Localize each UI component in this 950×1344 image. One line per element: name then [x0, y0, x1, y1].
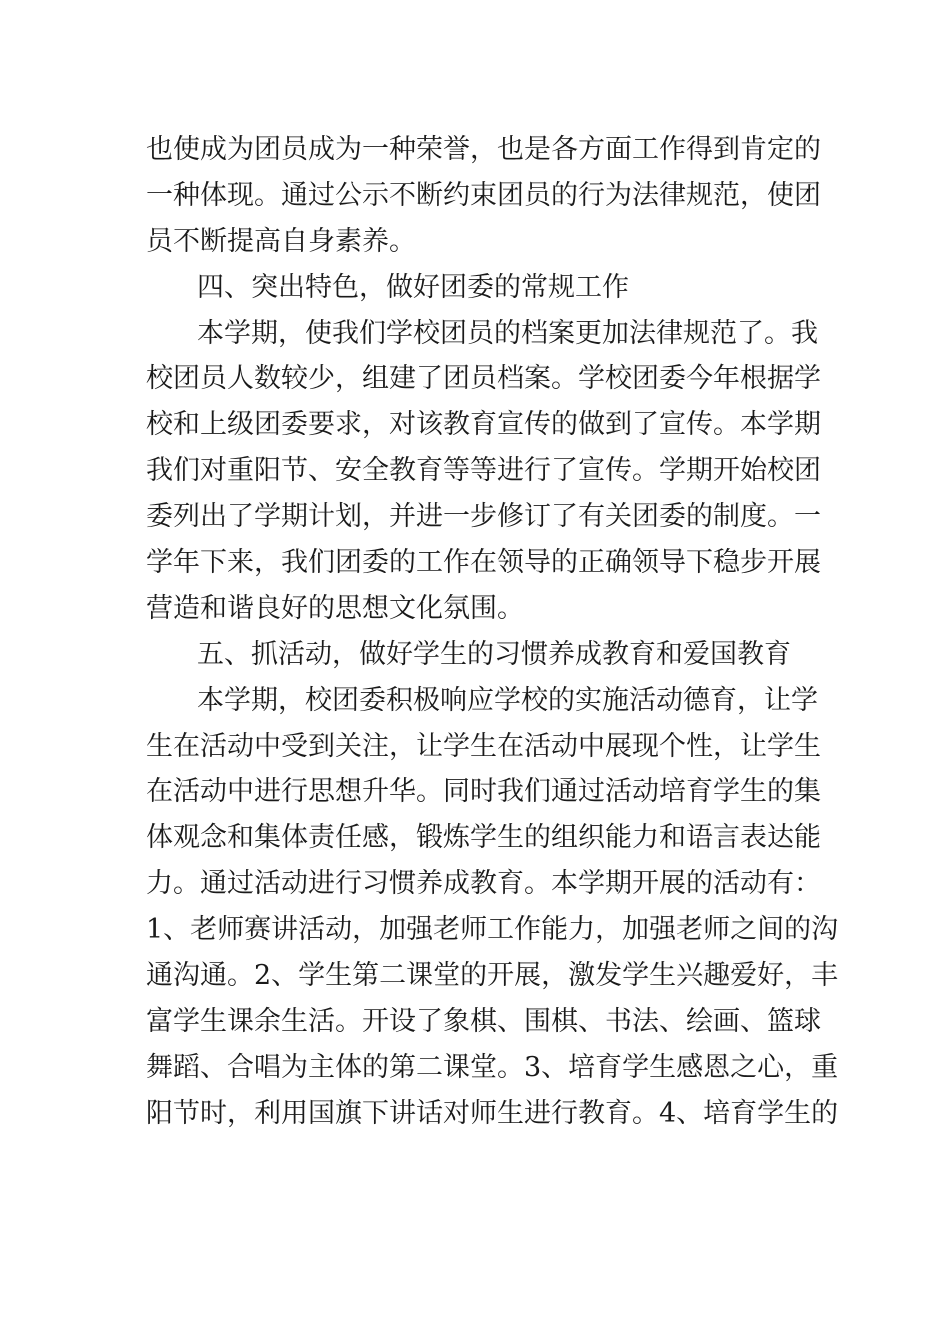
text-line: 也使成为团员成为一种荣誉，也是各方面工作得到肯定的: [146, 134, 821, 165]
text-line: 校团员人数较少，组建了团员档案。学校团委今年根据学: [146, 363, 821, 395]
section-heading: 五、抓活动，做好学生的习惯养成教育和爱国教育: [197, 638, 791, 670]
text-line: 员不断提高自身素养。: [146, 225, 416, 257]
text-line: 通沟通。2、学生第二课堂的开展，激发学生兴趣爱好，丰: [146, 960, 839, 992]
text-line: 在活动中进行思想升华。同时我们通过活动培育学生的集: [146, 776, 821, 808]
text-line: 一种体现。通过公示不断约束团员的行为法律规范，使团: [146, 179, 821, 211]
text-line: 本学期，使我们学校团员的档案更加法律规范了。我: [197, 317, 818, 349]
text-line: 阳节时，利用国旗下讲话对师生进行教育。4、培育学生的: [146, 1097, 839, 1129]
text-line: 委列出了学期计划，并进一步修订了有关团委的制度。一: [146, 501, 821, 533]
text-line: 体观念和集体责任感，锻炼学生的组织能力和语言表达能: [146, 822, 821, 854]
text-line: 营造和谐良好的思想文化氛围。: [146, 592, 524, 624]
text-line: 舞蹈、合唱为主体的第二课堂。3、培育学生感恩之心，重: [146, 1051, 839, 1083]
text-line: 我们对重阳节、安全教育等等进行了宣传。学期开始校团: [146, 455, 821, 487]
text-line: 1、老师赛讲活动，加强老师工作能力，加强老师之间的沟: [146, 914, 839, 946]
text-line: 力。通过活动进行习惯养成教育。本学期开展的活动有：: [146, 868, 821, 900]
text-line: 富学生课余生活。开设了象棋、围棋、书法、绘画、篮球: [146, 1005, 821, 1037]
text-line: 生在活动中受到关注，让学生在活动中展现个性，让学生: [146, 730, 821, 762]
section-heading: 四、突出特色，做好团委的常规工作: [197, 271, 629, 303]
text-line: 学年下来，我们团委的工作在领导的正确领导下稳步开展: [146, 547, 821, 579]
text-line: 校和上级团委要求，对该教育宣传的做到了宣传。本学期: [146, 409, 821, 441]
document-body: [146, 127, 839, 1137]
text-line: 本学期，校团委积极响应学校的实施活动德育，让学: [197, 684, 818, 716]
